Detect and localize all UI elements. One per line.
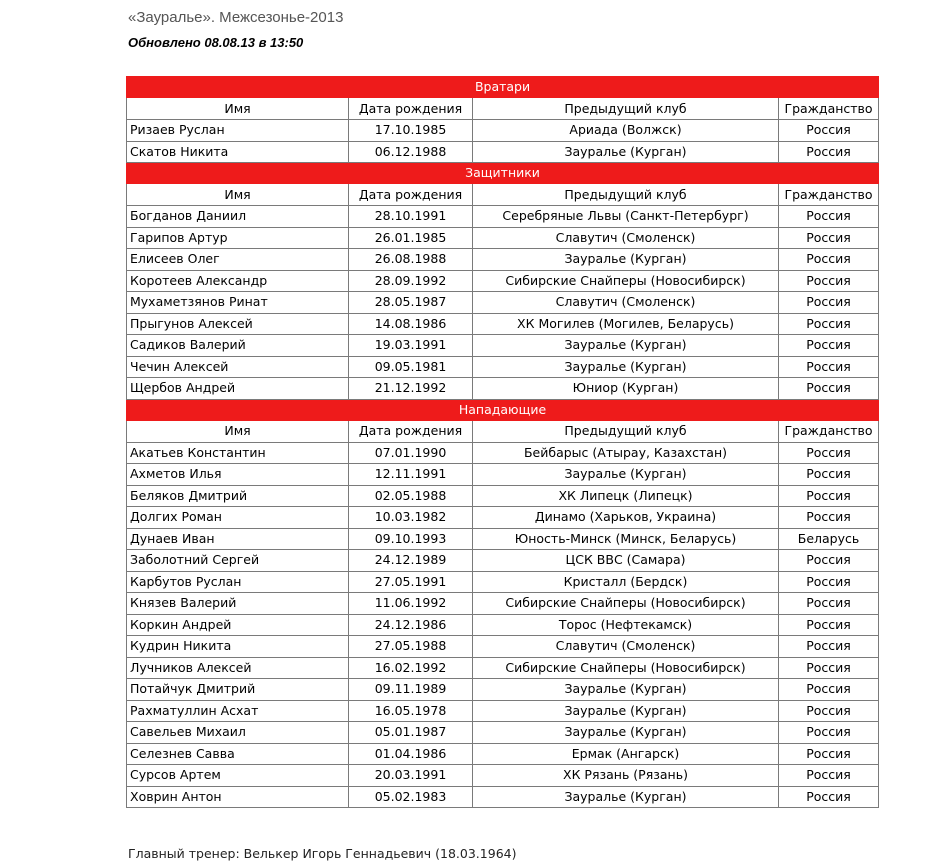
previous-club-cell: Юниор (Курган) [473, 378, 779, 400]
citizenship-cell: Россия [779, 786, 879, 808]
citizenship-cell: Россия [779, 227, 879, 249]
table-row [127, 120, 879, 142]
citizenship-cell: Россия [779, 313, 879, 335]
birth-date-cell: 27.05.1991 [349, 571, 473, 593]
column-header-previous-club: Предыдущий клуб [473, 420, 779, 442]
column-header-citizenship: Гражданство [779, 98, 879, 120]
previous-club-cell: Кристалл (Бердск) [473, 571, 779, 593]
citizenship-cell: Россия [779, 335, 879, 357]
table-row [127, 464, 879, 486]
table-row [127, 679, 879, 701]
player-name-cell: Богданов Даниил [127, 206, 349, 228]
citizenship-cell: Россия [779, 679, 879, 701]
table-row [127, 636, 879, 658]
table-row [127, 700, 879, 722]
previous-club-cell: Зауралье (Курган) [473, 335, 779, 357]
birth-date-cell: 28.05.1987 [349, 292, 473, 314]
table-row [127, 743, 879, 765]
birth-date-cell: 27.05.1988 [349, 636, 473, 658]
birth-date-cell: 17.10.1985 [349, 120, 473, 142]
citizenship-cell: Россия [779, 442, 879, 464]
previous-club-cell: Ариада (Волжск) [473, 120, 779, 142]
citizenship-cell: Россия [779, 141, 879, 163]
previous-club-cell: Зауралье (Курган) [473, 356, 779, 378]
previous-club-cell: Бейбарыс (Атырау, Казахстан) [473, 442, 779, 464]
birth-date-cell: 07.01.1990 [349, 442, 473, 464]
table-row [127, 356, 879, 378]
previous-club-cell: Сибирские Снайперы (Новосибирск) [473, 593, 779, 615]
citizenship-cell: Россия [779, 593, 879, 615]
birth-date-cell: 11.06.1992 [349, 593, 473, 615]
section-title: Нападающие [127, 399, 879, 420]
previous-club-cell: ХК Могилев (Могилев, Беларусь) [473, 313, 779, 335]
citizenship-cell: Россия [779, 485, 879, 507]
player-name-cell: Мухаметзянов Ринат [127, 292, 349, 314]
player-name-cell: Садиков Валерий [127, 335, 349, 357]
player-name-cell: Елисеев Олег [127, 249, 349, 271]
birth-date-cell: 01.04.1986 [349, 743, 473, 765]
birth-date-cell: 24.12.1986 [349, 614, 473, 636]
citizenship-cell: Россия [779, 722, 879, 744]
citizenship-cell: Беларусь [779, 528, 879, 550]
player-name-cell: Чечин Алексей [127, 356, 349, 378]
previous-club-cell: Зауралье (Курган) [473, 249, 779, 271]
birth-date-cell: 05.02.1983 [349, 786, 473, 808]
player-name-cell: Коротеев Александр [127, 270, 349, 292]
previous-club-cell: Славутич (Смоленск) [473, 292, 779, 314]
citizenship-cell: Россия [779, 292, 879, 314]
table-row [127, 507, 879, 529]
previous-club-cell: Зауралье (Курган) [473, 141, 779, 163]
table-row [127, 786, 879, 808]
birth-date-cell: 28.09.1992 [349, 270, 473, 292]
birth-date-cell: 05.01.1987 [349, 722, 473, 744]
previous-club-cell: ХК Липецк (Липецк) [473, 485, 779, 507]
previous-club-cell: Сибирские Снайперы (Новосибирск) [473, 657, 779, 679]
player-name-cell: Ахметов Илья [127, 464, 349, 486]
birth-date-cell: 19.03.1991 [349, 335, 473, 357]
citizenship-cell: Россия [779, 120, 879, 142]
previous-club-cell: Зауралье (Курган) [473, 700, 779, 722]
previous-club-cell: Зауралье (Курган) [473, 679, 779, 701]
player-name-cell: Скатов Никита [127, 141, 349, 163]
previous-club-cell: Ермак (Ангарск) [473, 743, 779, 765]
player-name-cell: Прыгунов Алексей [127, 313, 349, 335]
birth-date-cell: 26.01.1985 [349, 227, 473, 249]
section-header-row [127, 77, 879, 98]
citizenship-cell: Россия [779, 743, 879, 765]
birth-date-cell: 06.12.1988 [349, 141, 473, 163]
previous-club-cell: Зауралье (Курган) [473, 722, 779, 744]
player-name-cell: Кудрин Никита [127, 636, 349, 658]
citizenship-cell: Россия [779, 270, 879, 292]
birth-date-cell: 14.08.1986 [349, 313, 473, 335]
section-header-row [127, 163, 879, 184]
column-header-previous-club: Предыдущий клуб [473, 184, 779, 206]
roster-table [126, 76, 879, 808]
previous-club-cell: Динамо (Харьков, Украина) [473, 507, 779, 529]
birth-date-cell: 28.10.1991 [349, 206, 473, 228]
table-row [127, 722, 879, 744]
table-row [127, 614, 879, 636]
previous-club-cell: Серебряные Львы (Санкт-Петербург) [473, 206, 779, 228]
citizenship-cell: Россия [779, 464, 879, 486]
player-name-cell: Заболотний Сергей [127, 550, 349, 572]
column-header-citizenship: Гражданство [779, 420, 879, 442]
table-row [127, 550, 879, 572]
roster-body [127, 77, 879, 808]
citizenship-cell: Россия [779, 765, 879, 787]
updated-timestamp: Обновлено 08.08.13 в 13:50 [128, 35, 304, 50]
column-header-player-name: Имя [127, 98, 349, 120]
table-row [127, 270, 879, 292]
birth-date-cell: 26.08.1988 [349, 249, 473, 271]
previous-club-cell: Зауралье (Курган) [473, 464, 779, 486]
table-row [127, 292, 879, 314]
section-header-row [127, 399, 879, 420]
table-row [127, 485, 879, 507]
player-name-cell: Акатьев Константин [127, 442, 349, 464]
column-header-row [127, 184, 879, 206]
birth-date-cell: 02.05.1988 [349, 485, 473, 507]
player-name-cell: Князев Валерий [127, 593, 349, 615]
table-row [127, 765, 879, 787]
previous-club-cell: Зауралье (Курган) [473, 786, 779, 808]
player-name-cell: Сурсов Артем [127, 765, 349, 787]
birth-date-cell: 09.11.1989 [349, 679, 473, 701]
column-header-row [127, 98, 879, 120]
table-row [127, 227, 879, 249]
citizenship-cell: Россия [779, 378, 879, 400]
birth-date-cell: 16.05.1978 [349, 700, 473, 722]
citizenship-cell: Россия [779, 614, 879, 636]
player-name-cell: Ризаев Руслан [127, 120, 349, 142]
column-header-player-name: Имя [127, 420, 349, 442]
citizenship-cell: Россия [779, 550, 879, 572]
section-title: Вратари [127, 77, 879, 98]
birth-date-cell: 16.02.1992 [349, 657, 473, 679]
player-name-cell: Селезнев Савва [127, 743, 349, 765]
citizenship-cell: Россия [779, 507, 879, 529]
previous-club-cell: Торос (Нефтекамск) [473, 614, 779, 636]
previous-club-cell: Сибирские Снайперы (Новосибирск) [473, 270, 779, 292]
player-name-cell: Щербов Андрей [127, 378, 349, 400]
player-name-cell: Долгих Роман [127, 507, 349, 529]
column-header-previous-club: Предыдущий клуб [473, 98, 779, 120]
player-name-cell: Потайчук Дмитрий [127, 679, 349, 701]
citizenship-cell: Россия [779, 356, 879, 378]
player-name-cell: Ховрин Антон [127, 786, 349, 808]
player-name-cell: Рахматуллин Асхат [127, 700, 349, 722]
previous-club-cell: Юность-Минск (Минск, Беларусь) [473, 528, 779, 550]
table-row [127, 442, 879, 464]
player-name-cell: Коркин Андрей [127, 614, 349, 636]
table-row [127, 335, 879, 357]
table-row [127, 657, 879, 679]
table-row [127, 313, 879, 335]
table-row [127, 528, 879, 550]
table-row [127, 378, 879, 400]
player-name-cell: Дунаев Иван [127, 528, 349, 550]
table-row [127, 249, 879, 271]
table-row [127, 206, 879, 228]
citizenship-cell: Россия [779, 700, 879, 722]
previous-club-cell: ЦСК ВВС (Самара) [473, 550, 779, 572]
previous-club-cell: ХК Рязань (Рязань) [473, 765, 779, 787]
birth-date-cell: 21.12.1992 [349, 378, 473, 400]
column-header-citizenship: Гражданство [779, 184, 879, 206]
column-header-birth-date: Дата рождения [349, 420, 473, 442]
birth-date-cell: 10.03.1982 [349, 507, 473, 529]
player-name-cell: Лучников Алексей [127, 657, 349, 679]
birth-date-cell: 24.12.1989 [349, 550, 473, 572]
birth-date-cell: 12.11.1991 [349, 464, 473, 486]
citizenship-cell: Россия [779, 206, 879, 228]
section-title: Защитники [127, 163, 879, 184]
table-row [127, 141, 879, 163]
birth-date-cell: 09.10.1993 [349, 528, 473, 550]
column-header-player-name: Имя [127, 184, 349, 206]
citizenship-cell: Россия [779, 657, 879, 679]
table-row [127, 571, 879, 593]
column-header-birth-date: Дата рождения [349, 98, 473, 120]
birth-date-cell: 09.05.1981 [349, 356, 473, 378]
citizenship-cell: Россия [779, 249, 879, 271]
player-name-cell: Беляков Дмитрий [127, 485, 349, 507]
player-name-cell: Карбутов Руслан [127, 571, 349, 593]
previous-club-cell: Славутич (Смоленск) [473, 636, 779, 658]
column-header-row [127, 420, 879, 442]
citizenship-cell: Россия [779, 636, 879, 658]
player-name-cell: Гарипов Артур [127, 227, 349, 249]
player-name-cell: Савельев Михаил [127, 722, 349, 744]
column-header-birth-date: Дата рождения [349, 184, 473, 206]
previous-club-cell: Славутич (Смоленск) [473, 227, 779, 249]
head-coach: Главный тренер: Велькер Игорь Геннадьевич (18.03.1964) [128, 846, 517, 861]
table-row [127, 593, 879, 615]
document-title: «Зауралье». Межсезонье-2013 [128, 9, 344, 26]
citizenship-cell: Россия [779, 571, 879, 593]
birth-date-cell: 20.03.1991 [349, 765, 473, 787]
